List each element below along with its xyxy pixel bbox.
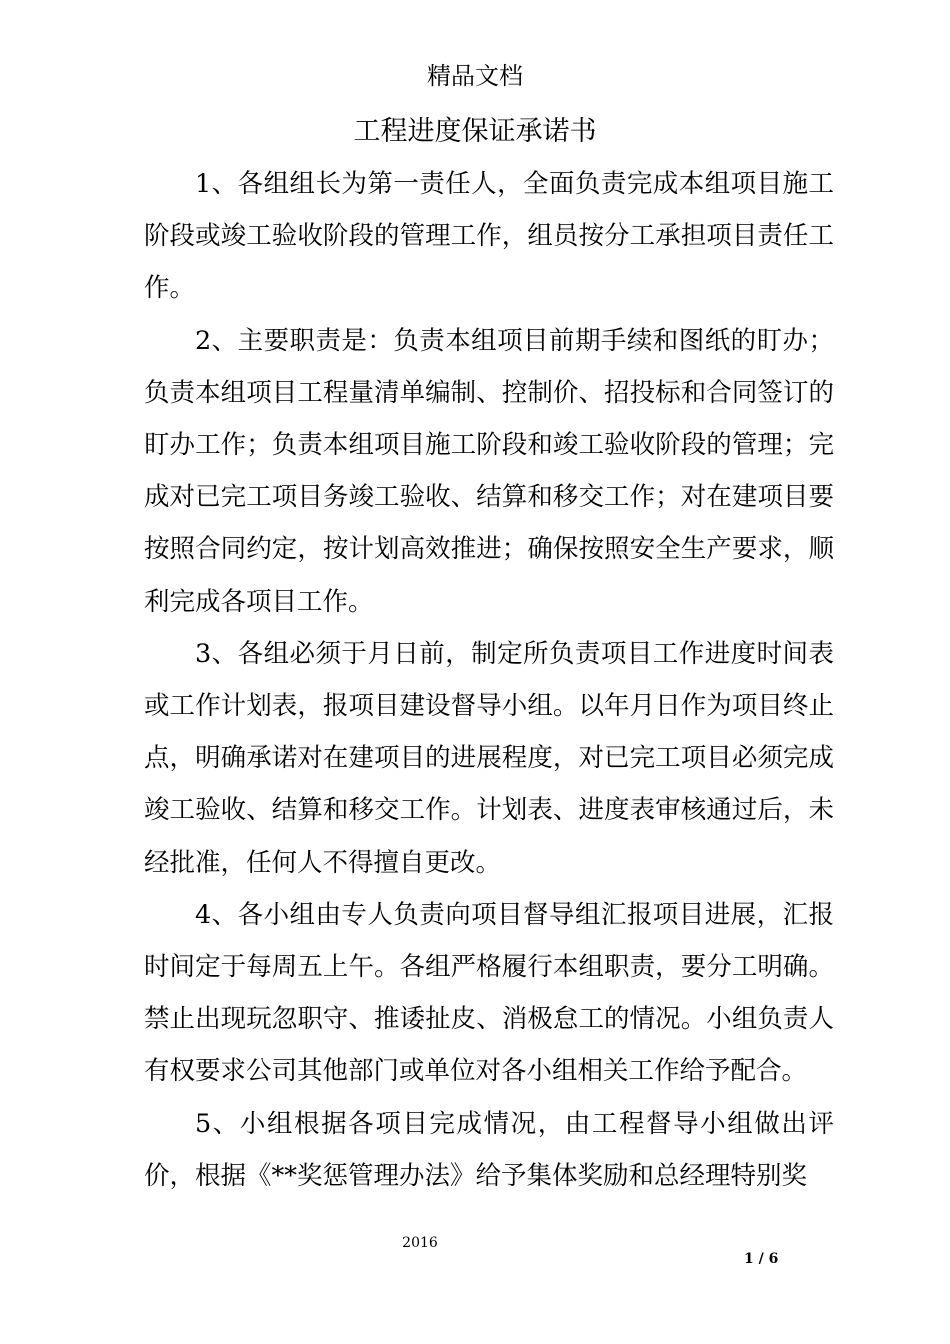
footer-year: 2016 — [402, 1235, 438, 1251]
paragraph-2: 2、主要职责是：负责本组项目前期手续和图纸的盯办；负责本组项目工程量清单编制、控制价、招投标和合同签订的盯办工作；负责本组项目施工阶段和竣工验收阶段的管理；完成对已完工项目务竣工验收、结算和移交工作；对在建项目要按照合同约定，按计划高效推进；确保按照安全生产要求，顺利完成各项目工作。 — [144, 325, 834, 617]
page-header: 精品文档 — [427, 62, 523, 90]
document-title: 工程进度保证承诺书 — [353, 116, 597, 147]
document-body — [144, 158, 834, 1202]
paragraph-5: 5、小组根据各项目完成情况，由工程督导小组做出评价，根据《**奖惩管理办法》给予集体奖励和总经理特别奖 — [144, 1108, 834, 1191]
paragraph-3: 3、各组必须于月日前，制定所负责项目工作进度时间表或工作计划表，报项目建设督导小组。以年月日作为项目终止点，明确承诺对在建项目的进展程度，对已完工项目必须完成竣工验收、结算和移交工作。计划表、进度表审核通过后，未经批准，任何人不得擅自更改。 — [144, 638, 834, 878]
paragraph-1: 1、各组组长为第一责任人，全面负责完成本组项目施工阶段或竣工验收阶段的管理工作，组员按分工承担项目责任工作。 — [144, 169, 834, 304]
paragraph-4: 4、各小组由专人负责向项目督导组汇报项目进展，汇报时间定于每周五上午。各组严格履行本组职责，要分工明确。禁止出现玩忽职守、推诿扯皮、消极怠工的情况。小组负责人有权要求公司其他部门或单位对各小组相关工作给予配合。 — [144, 899, 834, 1087]
page-number: 1 / 6 — [744, 1251, 779, 1267]
